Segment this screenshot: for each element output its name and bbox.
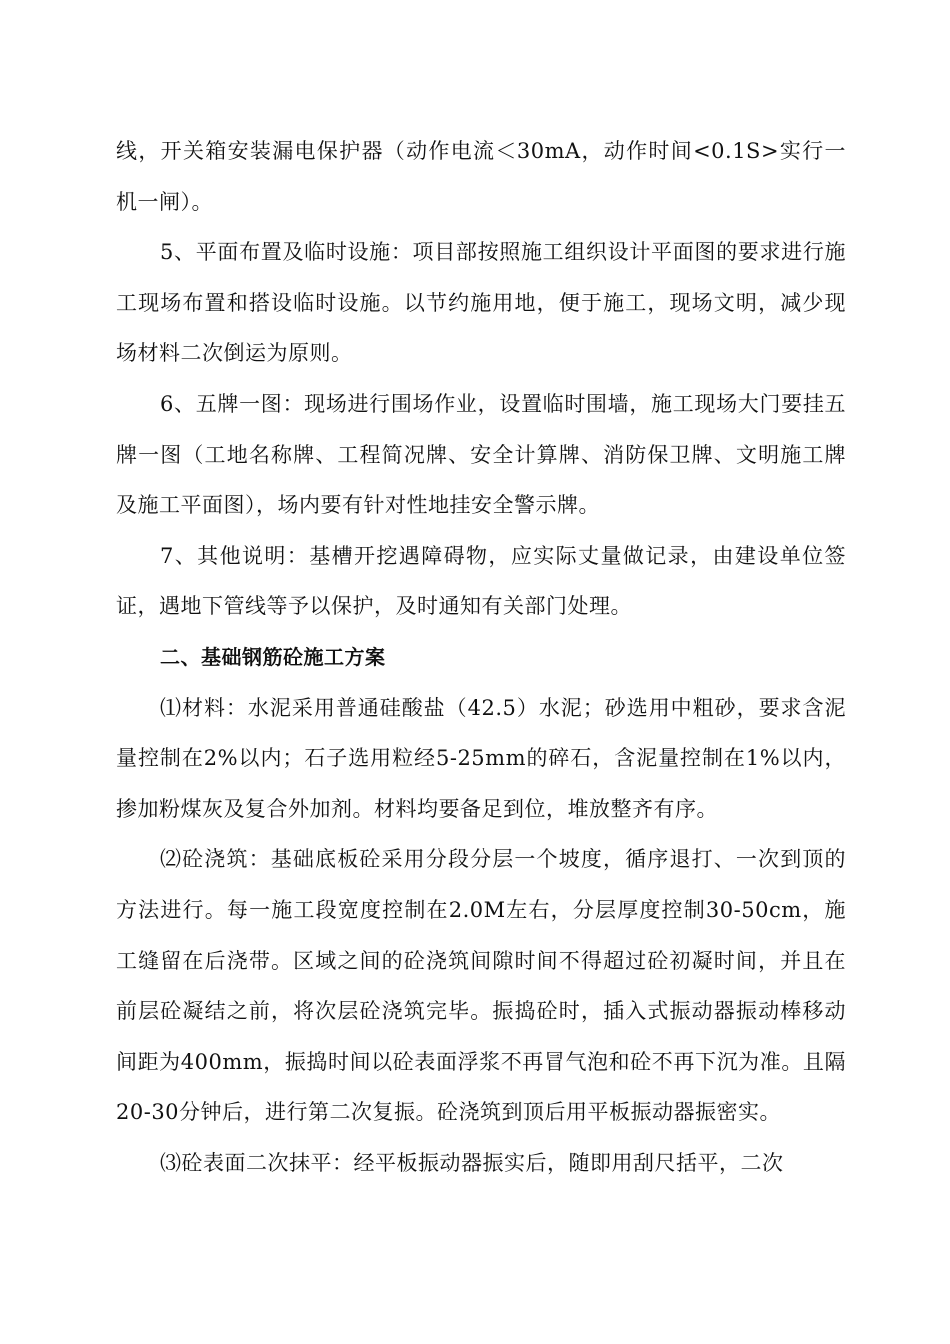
paragraph-materials: ⑴材料：水泥采用普通硅酸盐（42.5）水泥；砂选用中粗砂，要求含泥量控制在2%以内；石子选用粒经5-25mm的碎石，含泥量控制在1%以内，掺加粉煤灰及复合外加剂。材料均要备足到位，堆放整齐有序。 bbox=[116, 695, 846, 821]
paragraph-concrete-pouring: ⑵砼浇筑：基础底板砼采用分段分层一个坡度，循序退打、一次到顶的方法进行。每一施工段宽度控制在2.0M左右，分层厚度控制30-50cm，施工缝留在后浇带。区域之间的砼浇筑间隙时间不得超过砼初凝时间，并且在前层砼凝结之前，将次层砼浇筑完毕。振捣砼时，插入式振动器振动棒移动间距为400mm，振捣时间以砼表面浮浆不再冒气泡和砼不再下沉为准。且隔20-30分钟后，进行第二次复振。砼浇筑到顶后用平板振动器振密实。 bbox=[116, 847, 846, 1125]
paragraph-leakage-protector: 线，开关箱安装漏电保护器（动作电流＜30mA，动作时间<0.1S>实行一机一闸）。 bbox=[116, 139, 846, 214]
paragraph-five-boards-one-map: 6、五牌一图：现场进行围场作业，设置临时围墙，施工现场大门要挂五牌一图（工地名称牌、工程简况牌、安全计算牌、消防保卫牌、文明施工牌及施工平面图），场内要有针对性地挂安全警示牌。 bbox=[116, 391, 846, 518]
document-body bbox=[116, 126, 846, 1188]
paragraph-other-notes: 7、其他说明：基槽开挖遇障碍物，应实际丈量做记录，由建设单位签证，遇地下管线等予以保护，及时通知有关部门处理。 bbox=[116, 543, 846, 619]
paragraph-site-layout: 5、平面布置及临时设施：项目部按照施工组织设计平面图的要求进行施工现场布置和搭设临时设施。以节约施用地，便于施工，现场文明，减少现场材料二次倒运为原则。 bbox=[116, 240, 846, 366]
section-heading: 二、基础钢筋砼施工方案 bbox=[160, 644, 386, 669]
paragraph-surface-smoothing: ⑶砼表面二次抹平：经平板振动器振实后，随即用刮尺括平，二次 bbox=[160, 1150, 784, 1175]
